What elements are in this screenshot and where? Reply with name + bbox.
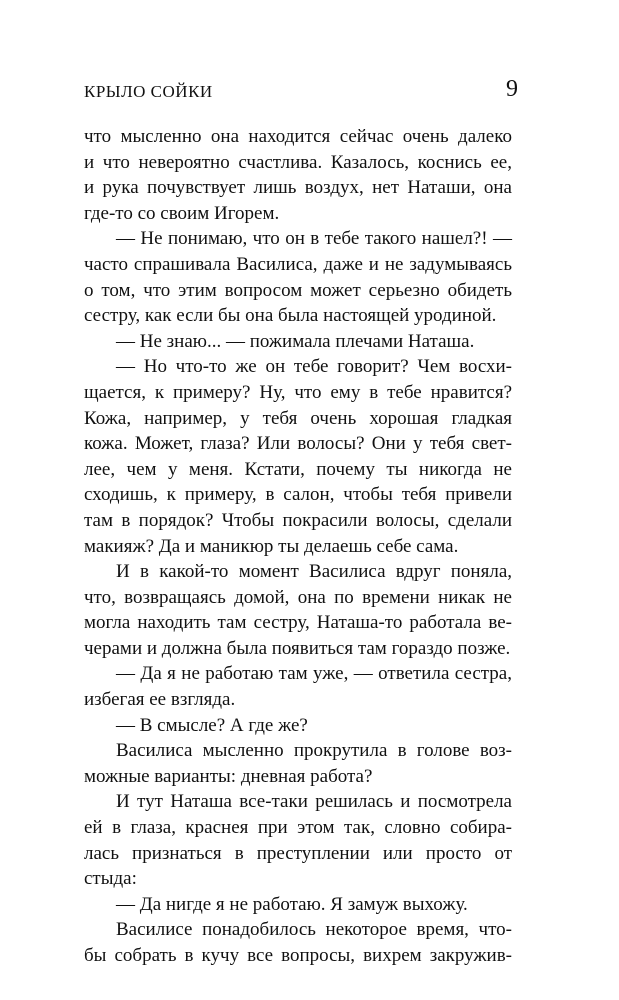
text-line: сестру, как если бы она была настоящей уродиной. bbox=[84, 305, 497, 327]
text-line: макияж? Да и маникюр ты делаешь себе сама. bbox=[84, 535, 459, 557]
text-line: что, возвращаясь домой, она по времени никак не bbox=[84, 586, 512, 608]
text-line: лась признаться в преступлении или просто от bbox=[84, 842, 512, 864]
text-line: Василиса мысленно прокрутила в голове воз- bbox=[116, 740, 512, 762]
text-line: избегая ее взгляда. bbox=[84, 689, 236, 711]
text-line: — Да нигде я не работаю. Я замуж выхожу. bbox=[116, 893, 468, 915]
text-line: что мысленно она находится сейчас очень далеко bbox=[84, 126, 512, 147]
text-line: стыда: bbox=[84, 868, 137, 890]
text-line: ей в глаза, краснея при этом так, словно собира- bbox=[84, 817, 512, 839]
text-line: И в какой-то момент Василиса вдруг поняла, bbox=[116, 561, 512, 583]
text-line: кожа. Может, глаза? Или волосы? Они у тебя свет- bbox=[84, 433, 512, 455]
text-line: — Не понимаю, что он в тебе такого нашел?! — bbox=[116, 228, 512, 250]
text-line: и рука почувствует лишь воздух, нет Наташи, она bbox=[84, 177, 512, 199]
text-line: бы собрать в кучу все вопросы, вихрем закружив- bbox=[84, 945, 512, 966]
text-line: часто спрашивала Василиса, даже и не задумываясь bbox=[84, 253, 512, 275]
text-line: щается, к примеру? Ну, что ему в тебе нравится? bbox=[84, 381, 512, 403]
text-line: Василисе понадобилось некоторое время, что- bbox=[116, 919, 512, 941]
text-line: можные варианты: дневная работа? bbox=[84, 765, 373, 787]
text-line: и что невероятно счастлива. Казалось, коснись ее, bbox=[84, 151, 512, 173]
text-line: могла находить там сестру, Наташа-то работала ве- bbox=[84, 612, 512, 634]
text-line: лее, чем у меня. Кстати, почему ты никогда не bbox=[84, 458, 512, 480]
text-line: сходишь, к примеру, в салон, чтобы тебя привели bbox=[84, 484, 512, 506]
text-line: — Да я не работаю там уже, — ответила сестра, bbox=[116, 663, 512, 685]
text-line: о том, что этим вопросом может серьезно обидеть bbox=[84, 279, 512, 301]
text-line: — Не знаю... — пожимала плечами Наташа. bbox=[116, 330, 475, 352]
text-line: где-то со своим Игорем. bbox=[84, 202, 280, 224]
text-line: И тут Наташа все-таки решилась и посмотрела bbox=[116, 791, 512, 813]
text-line: Кожа, например, у тебя очень хорошая гладкая bbox=[84, 407, 512, 429]
page-header bbox=[84, 76, 518, 106]
body-text bbox=[84, 124, 512, 969]
text-line: — Но что-то же он тебе говорит? Чем восхи- bbox=[116, 356, 512, 378]
text-line: — В смысле? А где же? bbox=[116, 714, 308, 736]
text-line: там в порядок? Чтобы покрасили волосы, сделали bbox=[84, 509, 512, 531]
text-line: черами и должна была появиться там гораздо позже. bbox=[84, 637, 511, 659]
running-title: КРЫЛО СОЙКИ bbox=[84, 82, 213, 101]
page-number: 9 bbox=[506, 76, 518, 102]
